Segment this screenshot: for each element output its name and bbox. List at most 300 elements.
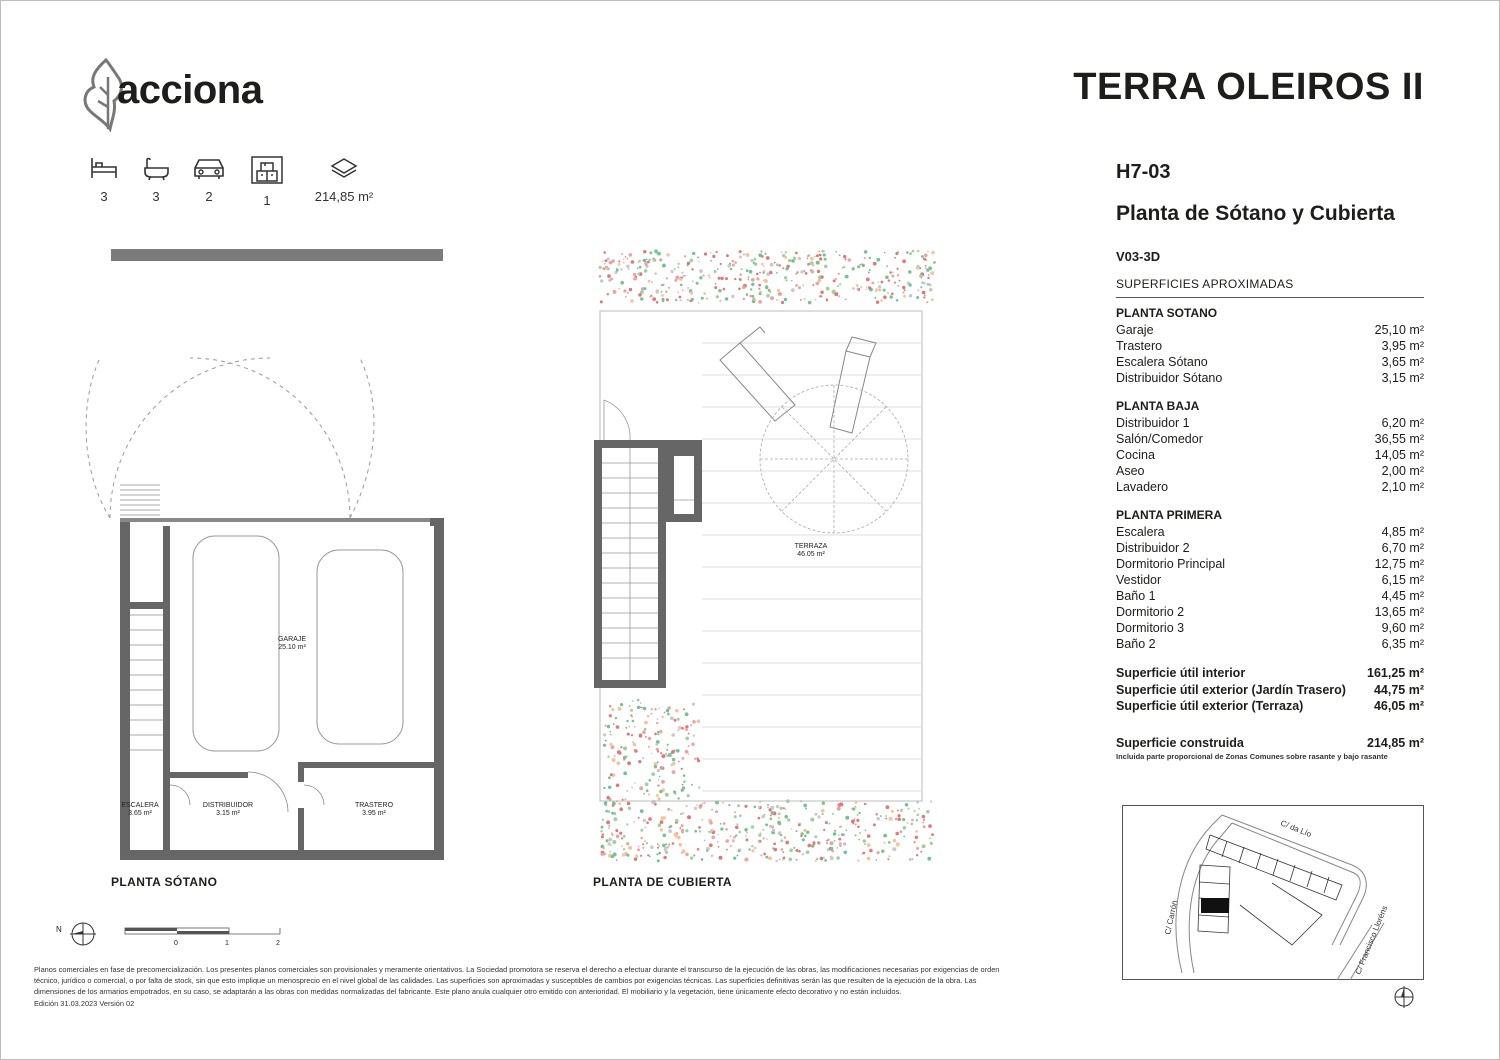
plant-dot: [608, 786, 611, 789]
plant-dot: [623, 262, 625, 264]
plant-dot: [645, 782, 649, 786]
plant-dot: [828, 823, 830, 825]
plant-dot: [616, 725, 620, 729]
plant-dot: [614, 755, 616, 757]
plant-dot: [912, 250, 915, 253]
plant-dot: [897, 285, 899, 287]
plant-dot: [760, 854, 762, 856]
plant-dot: [817, 841, 819, 843]
plant-dot: [902, 818, 905, 821]
plant-dot: [735, 834, 737, 836]
plant-dot: [923, 825, 926, 828]
plant-dot: [869, 257, 871, 259]
plant-dot: [811, 270, 815, 274]
plant-dot: [844, 851, 848, 855]
plant-dot: [898, 818, 901, 821]
plant-dot: [633, 743, 637, 747]
plant-dot: [833, 832, 836, 835]
plant-dot: [768, 290, 770, 292]
totals-block: [1116, 665, 1424, 715]
plant-dot: [720, 277, 723, 280]
plant-dot: [701, 819, 703, 821]
plant-dot: [625, 854, 627, 856]
plant-dot: [694, 830, 697, 833]
plant-dot: [625, 296, 627, 298]
plant-dot: [770, 806, 774, 810]
plant-dot: [717, 841, 719, 843]
plant-dot: [665, 793, 669, 797]
plant-dot: [812, 284, 814, 286]
plant-dot: [723, 288, 726, 291]
plant-dot: [609, 851, 611, 853]
plant-dot: [903, 826, 907, 830]
plant-dot: [881, 850, 884, 853]
surface-row: Baño 2 6,35 m²: [1116, 637, 1424, 651]
plant-dot: [866, 289, 868, 291]
plant-dot: [739, 278, 741, 280]
umbrella-icon: [760, 385, 908, 533]
plant-dot: [892, 271, 894, 273]
plant-dot: [684, 255, 686, 257]
plant-dot: [621, 253, 623, 255]
plant-dot: [661, 754, 665, 758]
plant-dot: [627, 292, 629, 294]
plant-dot: [646, 259, 648, 261]
plant-dot: [776, 299, 778, 301]
plant-dot: [897, 251, 899, 253]
plant-dot: [772, 829, 775, 832]
street-label: C/ Carrón: [1163, 899, 1180, 936]
plant-dot: [751, 825, 754, 828]
plant-dot: [657, 718, 659, 720]
plant-dot: [728, 804, 730, 806]
plant-dot: [795, 849, 798, 852]
plant-dot: [750, 288, 752, 290]
plant-dot: [630, 299, 634, 303]
plant-dot: [864, 843, 866, 845]
plant-dot: [664, 848, 667, 851]
plant-dot: [640, 297, 643, 300]
plant-dot: [674, 833, 678, 837]
plant-dot: [653, 258, 657, 262]
plant-dot: [929, 837, 931, 839]
plant-dot: [670, 755, 672, 757]
plant-dot: [908, 270, 912, 274]
divider: [1116, 297, 1424, 298]
plant-dot: [665, 753, 667, 755]
plant-dot: [814, 256, 816, 258]
plant-dot: [770, 818, 773, 821]
plant-dot: [795, 284, 798, 287]
plant-dot: [826, 299, 828, 301]
plant-dot: [666, 749, 668, 751]
plant-dot: [692, 720, 696, 724]
plant-dot: [830, 841, 834, 845]
plant-dot: [631, 734, 633, 736]
plant-dot: [666, 709, 669, 712]
plant-dot: [845, 275, 849, 279]
plant-dot: [782, 267, 784, 269]
plant-dot: [628, 268, 630, 270]
plant-dot: [925, 267, 927, 269]
plant-dot: [865, 830, 867, 832]
surface-row: Baño 1 4,45 m²: [1116, 589, 1424, 603]
plant-dot: [765, 823, 768, 826]
plant-dot: [626, 265, 630, 269]
plant-dot: [930, 800, 932, 802]
plant-dot: [699, 269, 703, 273]
plant-dot: [611, 259, 615, 263]
plant-dot: [627, 802, 631, 806]
plant-dot: [648, 737, 651, 740]
plant-dot: [869, 269, 871, 271]
bathtub-icon: [141, 155, 171, 181]
plant-dot: [657, 843, 659, 845]
north-label: N: [56, 925, 62, 934]
surface-row: Trastero 3,95 m²: [1116, 339, 1424, 353]
plant-dot: [688, 733, 690, 735]
plant-dot: [854, 818, 856, 820]
plant-dot: [876, 301, 879, 304]
plant-dot: [663, 816, 666, 819]
plant-dot: [605, 740, 607, 742]
plant-dot: [916, 847, 919, 850]
plant-dot: [927, 283, 930, 286]
plant-dot: [667, 744, 669, 746]
area-icon: [329, 155, 359, 181]
plant-dot: [605, 259, 608, 262]
plant-dot: [658, 823, 662, 827]
plant-dot: [640, 829, 643, 832]
plant-dot: [877, 817, 880, 820]
plant-dot: [787, 818, 790, 821]
plant-dot: [735, 826, 739, 830]
plant-dot: [688, 753, 690, 755]
plant-dot: [895, 832, 899, 836]
basement-plan: [60, 340, 460, 870]
plant-dot: [807, 255, 809, 257]
plant-dot: [777, 289, 780, 292]
plant-dot: [745, 835, 747, 837]
plant-dot: [840, 803, 843, 806]
plant-dot: [839, 842, 842, 845]
plant-dot: [855, 834, 857, 836]
plant-dot: [639, 266, 642, 269]
plant-dot: [679, 296, 682, 299]
plant-dot: [875, 291, 877, 293]
room-label-garaje: GARAJE 25.10 m²: [277, 636, 306, 651]
plant-dot: [780, 834, 782, 836]
plant-dot: [914, 841, 916, 843]
plant-dot: [691, 784, 693, 786]
plant-dot: [726, 254, 729, 257]
plant-dot: [615, 829, 618, 832]
plant-dot: [902, 286, 905, 289]
plant-dot: [638, 760, 641, 763]
version-code: V03-3D: [1116, 249, 1161, 264]
plant-dot: [625, 727, 627, 729]
plant-dot: [600, 830, 602, 832]
plant-dot: [690, 300, 693, 303]
plant-dot: [734, 278, 736, 280]
plant-dot: [660, 820, 664, 824]
plant-dot: [642, 757, 644, 759]
plant-dot: [675, 819, 679, 823]
room-label-trastero: TRASTERO 3.95 m²: [354, 802, 394, 817]
plant-dot: [852, 267, 855, 270]
plant-dot: [654, 733, 657, 736]
plant-dot: [690, 259, 694, 263]
plant-dot: [679, 278, 682, 281]
plant-dot: [608, 838, 612, 842]
plant-dot: [650, 713, 652, 715]
plant-dot: [764, 279, 768, 283]
plant-dot: [611, 812, 614, 815]
bedrooms-count: 3: [100, 189, 108, 204]
plant-dot: [907, 808, 909, 810]
plant-dot: [729, 835, 731, 837]
plant-dot: [649, 296, 651, 298]
plant-dot: [758, 253, 762, 257]
plant-dot: [639, 734, 643, 738]
plant-dot: [681, 768, 683, 770]
bathrooms-feature: [126, 155, 186, 204]
plant-dot: [877, 851, 880, 854]
plant-dot: [791, 288, 795, 292]
plant-dot: [711, 809, 713, 811]
plant-dot: [746, 253, 750, 257]
plant-dot: [802, 838, 805, 841]
plant-dot: [839, 283, 841, 285]
plant-dot: [914, 810, 916, 812]
plant-dot: [739, 848, 741, 850]
plant-dot: [915, 830, 918, 833]
plant-dot: [706, 850, 708, 852]
plant-dot: [657, 761, 659, 763]
plant-dot: [736, 855, 738, 857]
plant-dot: [665, 843, 667, 845]
plant-dot: [606, 268, 608, 270]
plant-dot: [808, 301, 812, 305]
plant-dot: [671, 809, 673, 811]
plant-dot: [672, 770, 676, 774]
plant-dot: [867, 857, 871, 861]
plant-dot: [897, 268, 899, 270]
plant-dot: [822, 802, 825, 805]
plant-dot: [675, 709, 679, 713]
plant-dot: [692, 252, 695, 255]
plant-dot: [621, 845, 623, 847]
street-label: C/ da Lío: [1279, 818, 1313, 840]
plant-dot: [648, 817, 652, 821]
plant-dot: [694, 758, 696, 760]
bed-icon: [89, 155, 119, 181]
plant-dot: [657, 731, 659, 733]
plant-dot: [843, 843, 846, 846]
plant-dot: [644, 826, 646, 828]
plant-dot: [613, 817, 617, 821]
plant-dot: [894, 257, 896, 259]
plant-dot: [748, 848, 750, 850]
surface-row: Distribuidor 2 6,70 m²: [1116, 541, 1424, 555]
plant-dot: [785, 251, 787, 253]
plant-dot: [618, 802, 621, 805]
plant-dot: [646, 821, 649, 824]
plant-dot: [610, 731, 612, 733]
plant-dot: [898, 814, 901, 817]
plant-dot: [834, 292, 838, 296]
surface-row: Escalera 4,85 m²: [1116, 525, 1424, 539]
plant-dot: [696, 804, 698, 806]
plant-dot: [658, 708, 660, 710]
plant-dot: [648, 746, 650, 748]
plant-dot: [710, 252, 712, 254]
plant-dot: [677, 291, 679, 293]
plant-dot: [769, 271, 773, 275]
plant-dot: [780, 839, 783, 842]
plant-dot: [930, 842, 933, 845]
plant-dot: [682, 757, 685, 760]
plant-dot: [784, 815, 788, 819]
plant-dot: [736, 823, 738, 825]
plant-dot: [640, 702, 642, 704]
plant-dot: [888, 841, 891, 844]
plant-dot: [628, 846, 632, 850]
plant-dot: [672, 842, 675, 845]
plant-dot: [682, 849, 686, 853]
plant-dot: [677, 266, 679, 268]
surface-row: Distribuidor Sótano 3,15 m²: [1116, 371, 1424, 385]
plant-dot: [796, 859, 798, 861]
plant-dot: [620, 703, 623, 706]
plant-dot: [843, 266, 845, 268]
plant-dot: [778, 812, 781, 815]
plant-dot: [796, 830, 798, 832]
scale-bar: [122, 925, 286, 939]
plant-dot: [656, 722, 658, 724]
plant-dot: [658, 779, 660, 781]
surface-row: Vestidor 6,15 m²: [1116, 573, 1424, 587]
plant-dot: [657, 847, 659, 849]
plant-dot: [666, 277, 668, 279]
plant-dot: [619, 807, 623, 811]
plant-dot: [791, 828, 793, 830]
plant-dot: [623, 289, 626, 292]
room-label-terraza: TERRAZA 46.05 m²: [794, 543, 828, 558]
plant-dot: [919, 274, 923, 278]
plant-dot: [803, 804, 807, 808]
plant-dot: [871, 282, 874, 285]
plant-dot: [924, 254, 928, 258]
plant-dot: [807, 844, 811, 848]
plant-dot: [899, 280, 901, 282]
plant-dot: [826, 287, 830, 291]
plant-dot: [634, 858, 637, 861]
plant-dot: [657, 797, 660, 800]
scale-tick: 0: [174, 940, 178, 947]
plant-dot: [676, 749, 680, 753]
plant-dot: [798, 286, 801, 289]
plant-dot: [602, 260, 604, 262]
vegetation-strip: [599, 249, 936, 304]
scale-tick: 2: [276, 940, 280, 947]
plant-dot: [714, 270, 717, 273]
plant-dot: [649, 251, 652, 254]
plant-dot: [904, 289, 906, 291]
plant-dot: [619, 832, 622, 835]
plant-dot: [878, 288, 881, 291]
plant-dot: [726, 849, 728, 851]
plant-dot: [600, 279, 603, 282]
plant-dot: [766, 256, 770, 260]
plant-dot: [677, 263, 679, 265]
plant-dot: [922, 822, 924, 824]
plant-dot: [751, 278, 755, 282]
plant-dot: [861, 263, 863, 265]
plant-dot: [768, 857, 772, 861]
plant-dot: [630, 714, 632, 716]
plant-dot: [930, 271, 934, 275]
plant-dot: [660, 752, 662, 754]
plant-dot: [623, 835, 626, 838]
plant-dot: [601, 853, 604, 856]
plant-dot: [708, 275, 710, 277]
plant-dot: [838, 295, 840, 297]
plant-dot: [758, 300, 762, 304]
plant-dot: [890, 295, 893, 298]
plant-dot: [876, 859, 878, 861]
plant-dot: [626, 258, 628, 260]
plant-dot: [687, 815, 691, 819]
plant-dot: [916, 267, 919, 270]
plant-dot: [810, 818, 814, 822]
plant-dot: [839, 826, 841, 828]
plant-dot: [600, 300, 603, 303]
storage-icon: [250, 155, 284, 185]
plant-dot: [634, 749, 638, 753]
plant-dot: [779, 264, 781, 266]
plant-dot: [931, 833, 934, 836]
plant-dot: [603, 787, 605, 789]
plant-dot: [888, 855, 890, 857]
plant-dot: [644, 840, 646, 842]
plant-dot: [680, 299, 682, 301]
plant-dot: [638, 846, 640, 848]
plant-dot: [749, 295, 752, 298]
plant-dot: [888, 279, 890, 281]
plant-dot: [626, 720, 628, 722]
plant-dot: [660, 828, 663, 831]
plant-dot: [628, 726, 630, 728]
plant-dot: [776, 263, 779, 266]
plant-dot: [656, 748, 659, 751]
plant-dot: [857, 860, 859, 862]
plant-dot: [623, 848, 625, 850]
plant-dot: [776, 805, 779, 808]
plant-dot: [623, 747, 625, 749]
plant-dot: [630, 709, 633, 712]
plant-dot: [717, 834, 719, 836]
plant-dot: [876, 258, 880, 262]
plant-dot: [763, 265, 765, 267]
plant-dot: [931, 251, 935, 255]
plant-dot: [610, 773, 613, 776]
plant-dot: [739, 814, 742, 817]
plant-dot: [920, 851, 922, 853]
plant-dot: [837, 807, 841, 811]
plant-dot: [612, 840, 616, 844]
plant-dot: [841, 833, 844, 836]
